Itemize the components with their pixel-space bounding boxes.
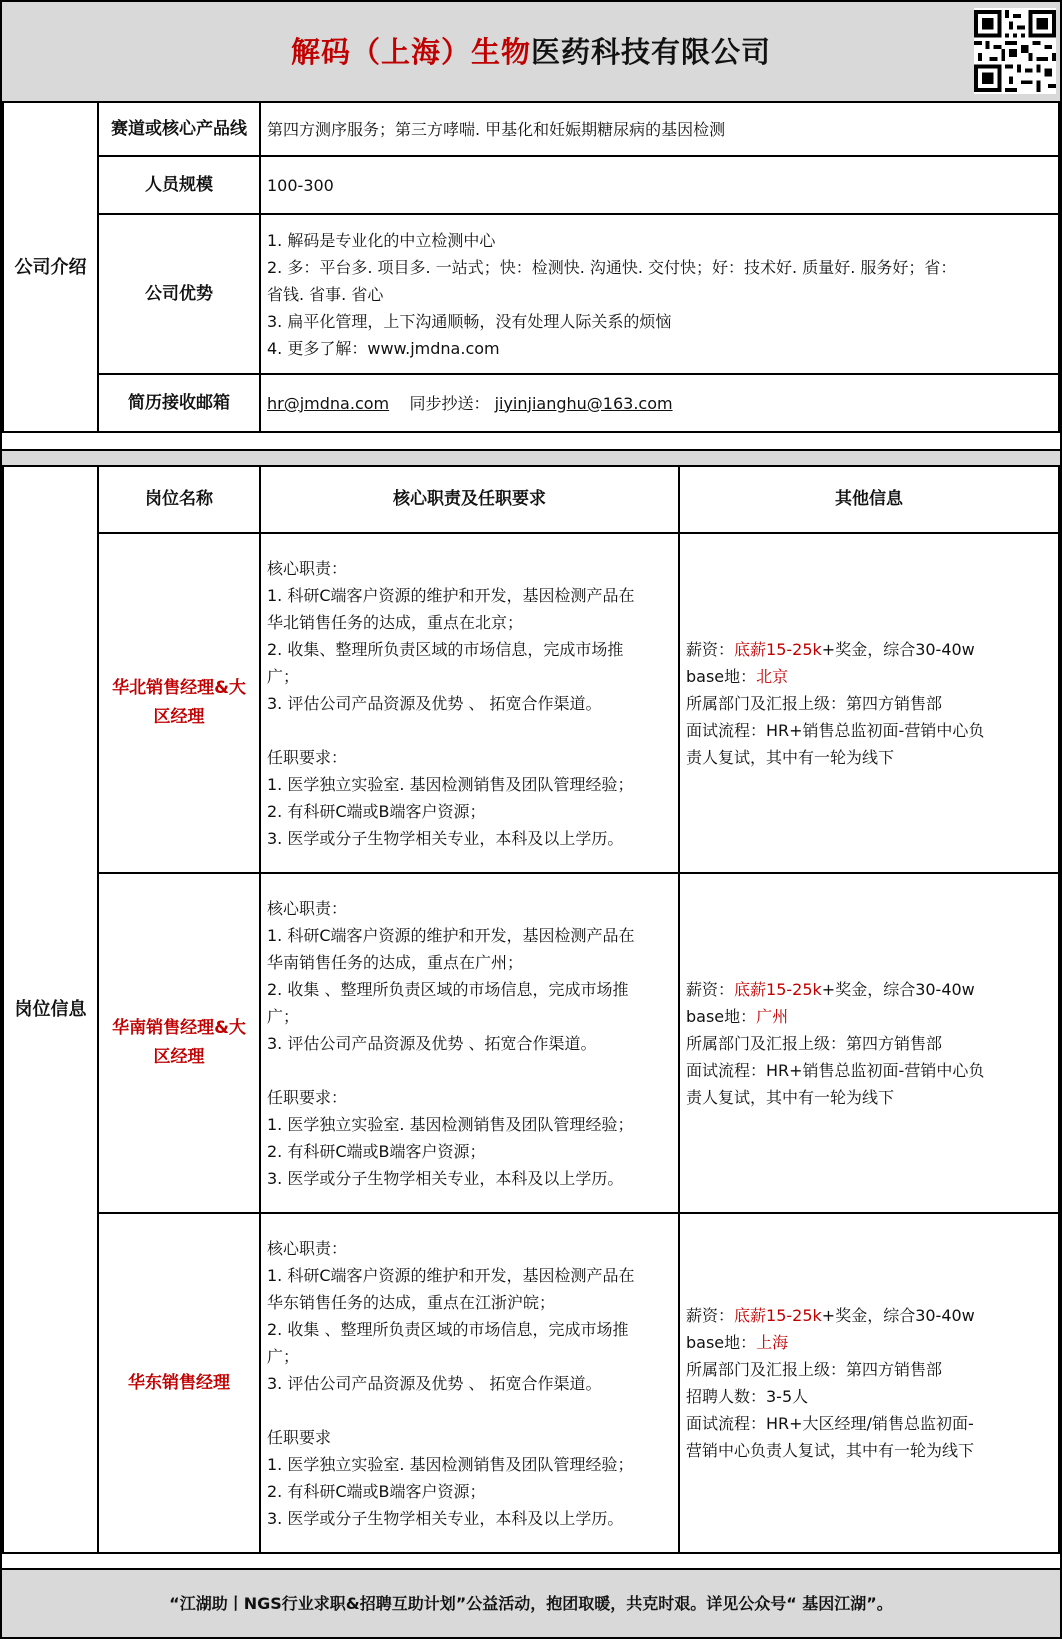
product-line-label: 赛道或核心产品线 bbox=[98, 102, 260, 156]
header-bar bbox=[2, 2, 1060, 103]
footer-note: “江湖助丨NGS行业求职&招聘互助计划”公益活动，抱团取暖，共克时艰。详见公众号“ 基因江湖”。 bbox=[2, 1568, 1060, 1637]
position-duties: 核心职责： 1. 科研C端客户资源的维护和开发，基因检测产品在 华北销售任务的达成，重点在北京； 2. 收集、整理所负责区域的市场信息，完成市场推 广； 3. 评估公司产品资源及优势 、 拓宽合作渠道。 任职要求： 1. 医学独立实验室. 基因检测销售及团队管理经验； 2. 有科研C端或B端客户资源； 3. 医学或分子生物学相关专业，本科及以上学历。 bbox=[260, 533, 679, 873]
position-row bbox=[3, 873, 1059, 1213]
advantage-line: 2. 多：平台多. 项目多. 一站式；快：检测快. 沟通快. 交付快；好：技术好. 质量好. 服务好；省： bbox=[267, 257, 957, 277]
advantages-label: 公司优势 bbox=[98, 214, 260, 374]
staff-size-value: 100-300 bbox=[260, 156, 1059, 214]
advantage-line: 省钱. 省事. 省心 bbox=[267, 284, 384, 304]
advantage-line: 1. 解码是专业化的中立检测中心 bbox=[267, 230, 496, 250]
position-duties: 核心职责： 1. 科研C端客户资源的维护和开发，基因检测产品在 华东销售任务的达成，重点在江浙沪皖； 2. 收集 、整理所负责区域的市场信息，完成市场推 广； 3. 评估公司产品资源及优势 、 拓宽合作渠道。 任职要求 1. 医学独立实验室. 基因检测销售及团队管理经验； 2. 有科研C端或B端客户资源； 3. 医学或分子生物学相关专业，本科及以上学历。 bbox=[260, 1213, 679, 1553]
positions-label: 岗位信息 bbox=[3, 466, 98, 1553]
col-header-duties: 核心职责及任职要求 bbox=[260, 466, 679, 533]
email-cc-link[interactable]: jiyinjianghu@163.com bbox=[494, 393, 673, 413]
qr-code-icon bbox=[974, 8, 1056, 94]
position-other-info: 薪资：底薪15-25k+奖金，综合30-40w base地：上海 所属部门及汇报上级：第四方销售部 招聘人数：3-5人 面试流程：HR+大区经理/销售总监初面- 营销中心负责人复试，其中有一轮为线下 bbox=[679, 1213, 1059, 1553]
position-row bbox=[3, 1213, 1059, 1553]
position-other-info: 薪资：底薪15-25k+奖金，综合30-40w base地：广州 所属部门及汇报上级：第四方销售部 面试流程：HR+销售总监初面-营销中心负 责人复试，其中有一轮为线下 bbox=[679, 873, 1059, 1213]
position-duties: 核心职责： 1. 科研C端客户资源的维护和开发，基因检测产品在 华南销售任务的达成，重点在广州； 2. 收集 、整理所负责区域的市场信息，完成市场推 广； 3. 评估公司产品资源及优势 、拓宽合作渠道。 任职要求： 1. 医学独立实验室. 基因检测销售及团队管理经验； 2. 有科研C端或B端客户资源； 3. 医学或分子生物学相关专业，本科及以上学历。 bbox=[260, 873, 679, 1213]
email-label: 简历接收邮箱 bbox=[98, 374, 260, 432]
email-primary-link[interactable]: hr@jmdna.com bbox=[267, 393, 390, 413]
position-title: 华北销售经理&大 区经理 bbox=[98, 533, 260, 873]
product-line-value: 第四方测序服务；第三方哮喘. 甲基化和妊娠期糖尿病的基因检测 bbox=[260, 102, 1059, 156]
company-intro-table bbox=[2, 101, 1060, 433]
advantages-list bbox=[260, 214, 1059, 374]
position-row bbox=[3, 533, 1059, 873]
company-title-red: 解码（上海）生物 bbox=[290, 35, 531, 69]
email-cc-label: 同步抄送： bbox=[409, 393, 490, 413]
company-title bbox=[2, 30, 1060, 71]
positions-table bbox=[2, 465, 1060, 1554]
advantage-line: 4. 更多了解：www.jmdna.com bbox=[267, 338, 500, 358]
col-header-position: 岗位名称 bbox=[98, 466, 260, 533]
company-title-black: 医药科技有限公司 bbox=[531, 35, 772, 69]
col-header-other: 其他信息 bbox=[679, 466, 1059, 533]
position-title: 华东销售经理 bbox=[98, 1213, 260, 1553]
position-other-info: 薪资：底薪15-25k+奖金，综合30-40w base地：北京 所属部门及汇报上级：第四方销售部 面试流程：HR+销售总监初面-营销中心负 责人复试，其中有一轮为线下 bbox=[679, 533, 1059, 873]
company-intro-label: 公司介绍 bbox=[3, 102, 98, 432]
position-title: 华南销售经理&大 区经理 bbox=[98, 873, 260, 1213]
advantage-line: 3. 扁平化管理，上下沟通顺畅，没有处理人际关系的烦恼 bbox=[267, 311, 672, 331]
staff-size-label: 人员规模 bbox=[98, 156, 260, 214]
email-row bbox=[260, 374, 1059, 432]
